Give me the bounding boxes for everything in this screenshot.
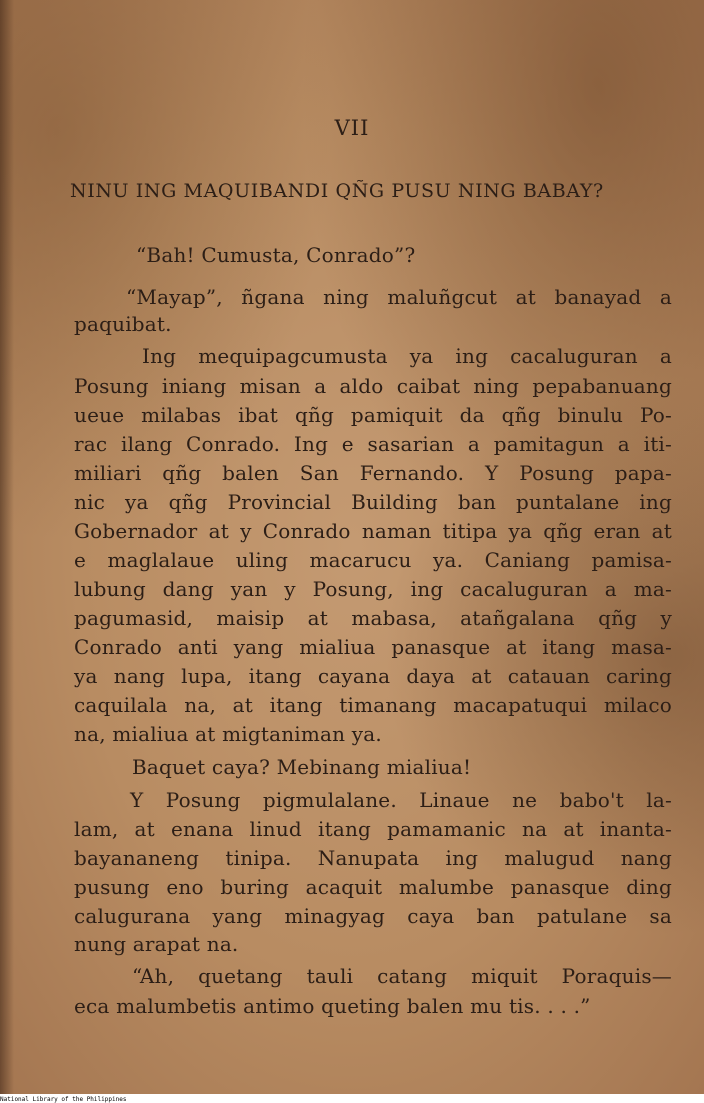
text-line: Conrado anti yang mialiua panasque at itang masa- — [74, 635, 672, 659]
library-credit: National Library of the Philippines — [0, 1096, 127, 1103]
chapter-title: NINU ING MAQUIBANDI QÑG PUSU NING BABAY? — [70, 180, 604, 202]
text-line: Y Posung pigmulalane. Linaue ne babo't la- — [130, 788, 672, 812]
text-line: “Mayap”, ñgana ning maluñgcut at banayad a — [126, 285, 672, 309]
text-line: e maglalaue uling macarucu ya. Caniang pamisa- — [74, 548, 672, 572]
text-line: lam, at enana linud itang pamamanic na at inanta- — [74, 817, 672, 841]
text-line: “Ah, quetang tauli catang miquit Poraquis— — [132, 964, 672, 988]
chapter-number: VII — [334, 116, 370, 140]
text-line: ueue milabas ibat qñg pamiquit da qñg binulu Po- — [74, 403, 672, 427]
text-line: caquilala na, at itang timanang macapatuqui milaco — [74, 693, 672, 717]
text-line: bayananeng tinipa. Nanupata ing malugud nang — [74, 846, 672, 870]
text-line: pagumasid, maisip at mabasa, atañgalana qñg y — [74, 606, 672, 630]
text-line: calugurana yang minagyag caya ban patulane sa — [74, 904, 672, 928]
text-line: rac ilang Conrado. Ing e sasarian a pamitagun a iti- — [74, 432, 672, 456]
page-binding-shadow — [0, 0, 14, 1094]
text-line: Ing mequipagcumusta ya ing cacaluguran a — [142, 344, 672, 368]
text-line: eca malumbetis antimo queting balen mu tis. . . .” — [74, 994, 591, 1018]
text-line: paquibat. — [74, 312, 172, 336]
text-line: miliari qñg balen San Fernando. Y Posung papa- — [74, 461, 672, 485]
text-line: Posung iniang misan a aldo caibat ning pepabanuang — [74, 374, 672, 398]
text-line: “Bah! Cumusta, Conrado”? — [136, 243, 416, 267]
text-line: pusung eno buring acaquit malumbe panasque ding — [74, 875, 672, 899]
text-line: Baquet caya? Mebinang mialiua! — [132, 755, 472, 779]
text-line: Gobernador at y Conrado naman titipa ya qñg eran at — [74, 519, 672, 543]
text-line: nung arapat na. — [74, 932, 239, 956]
text-line: ya nang lupa, itang cayana daya at catauan caring — [74, 664, 672, 688]
text-line: nic ya qñg Provincial Building ban puntalane ing — [74, 490, 672, 514]
text-line: na, mialiua at migtaniman ya. — [74, 722, 382, 746]
text-line: lubung dang yan y Posung, ing cacaluguran a ma- — [74, 577, 672, 601]
